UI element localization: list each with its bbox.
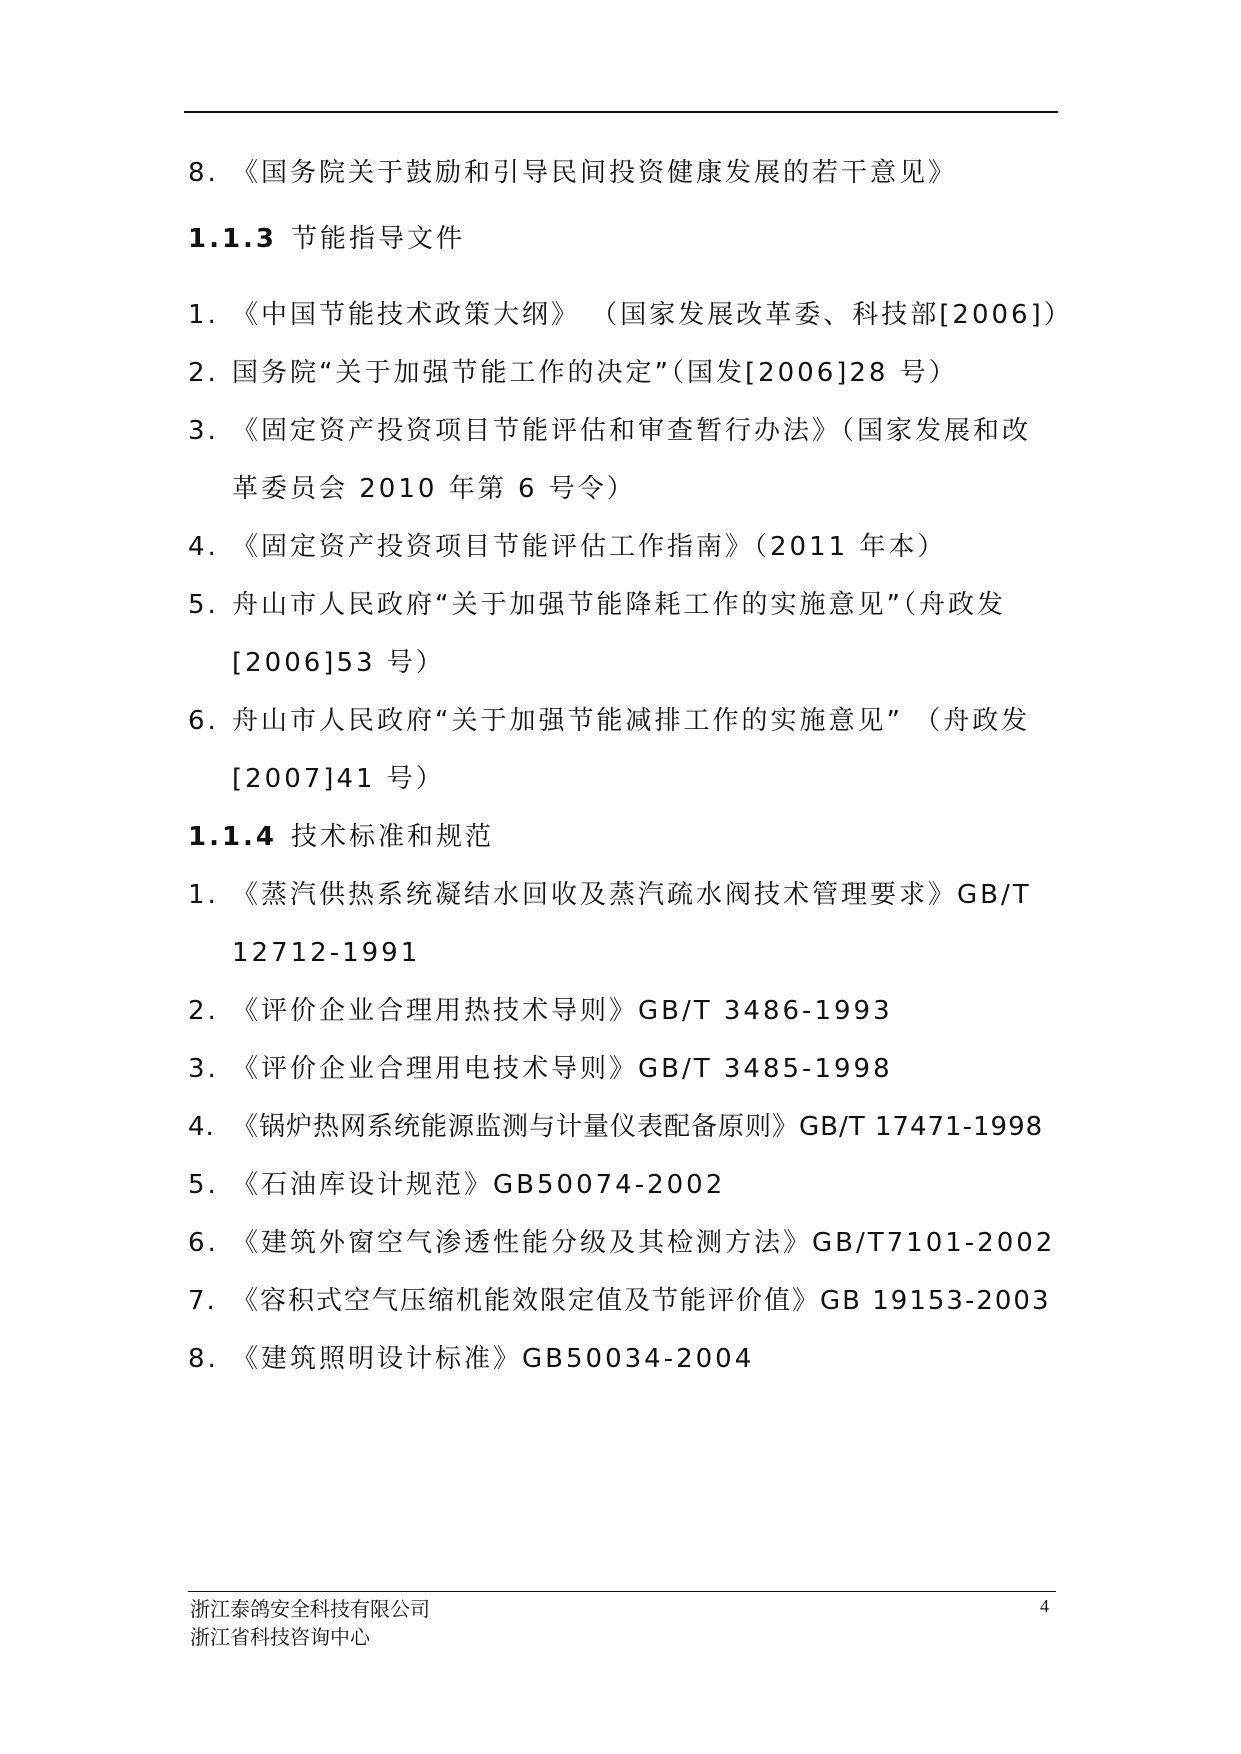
list-item-text: 《评价企业合理用热技术导则》GB/T 3486-1993	[232, 996, 893, 1026]
list-item-number: 2.	[188, 996, 219, 1026]
list-item-number: 4.	[188, 532, 219, 562]
list-item	[188, 156, 957, 190]
footer-company-line-2: 浙江省科技咨询中心	[190, 1625, 370, 1649]
list-item	[188, 704, 1030, 738]
list-item-number: 6.	[188, 1228, 219, 1258]
list-item-text: 《建筑外窗空气渗透性能分级及其检测方法》GB/T7101-2002	[232, 1228, 1056, 1258]
list-item	[188, 878, 1032, 912]
section-number: 1.1.4	[188, 822, 278, 852]
list-item-text: 国务院“关于加强节能工作的决定”（国发[2006]28 号）	[232, 358, 958, 388]
list-item-text: 《国务院关于鼓励和引导民间投资健康发展的若干意见》	[232, 158, 958, 188]
list-item	[188, 530, 946, 564]
list-item-number: 1.	[188, 300, 219, 330]
section-number: 1.1.3	[188, 224, 278, 254]
list-item-number: 6.	[188, 706, 219, 736]
list-item-continuation: 革委员会 2010 年第 6 号令）	[232, 474, 636, 504]
list-item-number: 2.	[188, 358, 219, 388]
list-item-text: 《容积式空气压缩机能效限定值及节能评价值》GB 19153-2003	[232, 1286, 1051, 1316]
list-item	[188, 588, 1006, 622]
list-item-text: 舟山市人民政府“关于加强节能降耗工作的实施意见”（舟政发	[232, 590, 1006, 620]
list-item	[188, 994, 893, 1028]
list-item	[188, 1342, 754, 1376]
list-item	[188, 1168, 725, 1202]
page-number: 4	[1040, 1596, 1049, 1616]
list-item-text: 《中国节能技术政策大纲》 （国家发展改革委、科技部[2006]）	[232, 300, 1073, 330]
list-item-text: 《建筑照明设计标准》GB50034-2004	[232, 1344, 755, 1374]
list-item-continuation: [2007]41 号）	[232, 764, 445, 794]
list-item-text: 《锅炉热网系统能源监测与计量仪表配备原则》GB/T 17471-1998	[232, 1112, 1044, 1142]
list-item-number: 1.	[188, 880, 219, 910]
list-item-number: 3.	[188, 1054, 219, 1084]
list-item-number: 5.	[188, 590, 219, 620]
list-item	[188, 1284, 1051, 1318]
header-rule	[184, 111, 1058, 113]
list-item-number: 8.	[188, 1344, 219, 1374]
section-title: 技术标准和规范	[291, 822, 495, 852]
list-item-continuation: [2006]53 号）	[232, 648, 445, 678]
list-item-text: 《评价企业合理用电技术导则》GB/T 3485-1998	[232, 1054, 893, 1084]
list-item-text: 《石油库设计规范》GB50074-2002	[232, 1170, 726, 1200]
list-item	[188, 1226, 1055, 1260]
footer-company-line-1: 浙江泰鸽安全科技有限公司	[190, 1597, 430, 1621]
list-item-number: 3.	[188, 416, 219, 446]
list-item	[188, 414, 1031, 448]
footer-rule	[188, 1591, 1056, 1592]
list-item	[188, 356, 958, 390]
list-item-number: 5.	[188, 1170, 219, 1200]
list-item-text: 《固定资产投资项目节能评估工作指南》（2011 年本）	[232, 532, 947, 562]
list-item-number: 8.	[188, 158, 219, 188]
list-item	[188, 298, 1073, 332]
list-item-continuation: 12712-1991	[232, 938, 421, 968]
section-heading-1-1-4	[188, 820, 494, 854]
list-item-text: 《蒸汽供热系统凝结水回收及蒸汽疏水阀技术管理要求》GB/T	[232, 880, 1032, 910]
list-item	[188, 1110, 1043, 1144]
list-item	[188, 1052, 893, 1086]
section-heading-1-1-3	[188, 222, 465, 256]
section-title: 节能指导文件	[291, 224, 466, 254]
list-item-number: 7.	[188, 1286, 217, 1316]
list-item-number: 4.	[188, 1112, 215, 1142]
list-item-text: 舟山市人民政府“关于加强节能减排工作的实施意见” （舟政发	[232, 706, 1031, 736]
list-item-text: 《固定资产投资项目节能评估和审查暂行办法》（国家发展和改	[232, 416, 1032, 446]
